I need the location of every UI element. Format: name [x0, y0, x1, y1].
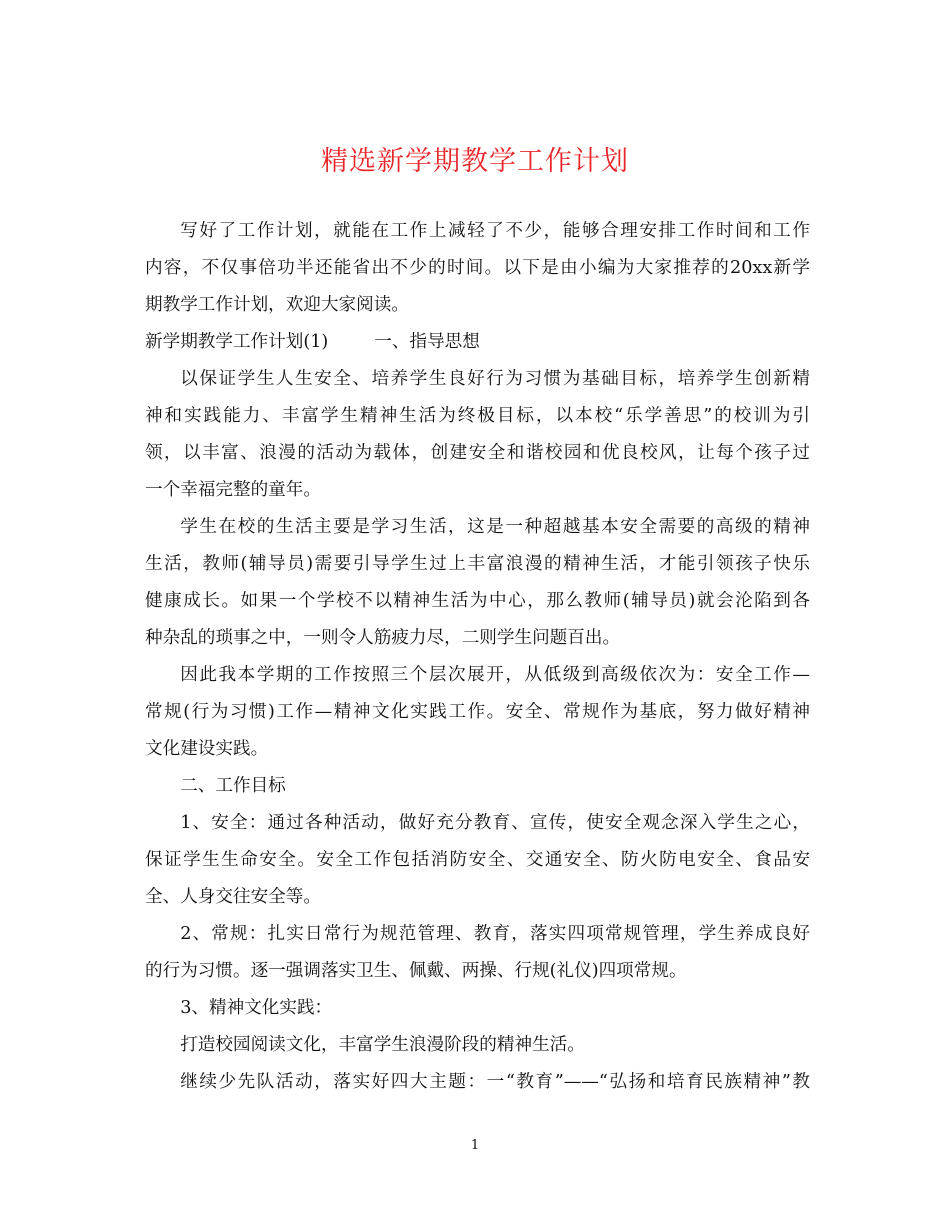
- paragraph: [145, 509, 810, 657]
- paragraph: [145, 768, 810, 805]
- text-line: 因此我本学期的工作按照三个层次展开，从低级到高级依次为：安全工作—: [180, 665, 810, 685]
- paragraph: [145, 1027, 810, 1064]
- text-line: 健康成长。如果一个学校不以精神生活为中心，那么教师(辅导员)就会沦陷到各: [145, 591, 810, 611]
- paragraph: [145, 990, 810, 1027]
- paragraph: [145, 361, 810, 509]
- document-body: [145, 213, 810, 1101]
- text-line: 内容，不仅事倍功半还能省出不少的时间。以下是由小编为大家推荐的20xx新学: [145, 258, 810, 278]
- text-line: 打造校园阅读文化，丰富学生浪漫阶段的精神生活。: [180, 1035, 585, 1055]
- document-title: 精选新学期教学工作计划: [321, 146, 629, 177]
- paragraph: [145, 916, 810, 990]
- section-heading: [145, 324, 810, 361]
- text-line: 领，以丰富、浪漫的活动为载体，创建安全和谐校园和优良校风，让每个孩子过: [145, 443, 810, 463]
- text-line: 神和实践能力、丰富学生精神生活为终极目标，以本校“乐学善思”的校训为引: [145, 406, 810, 426]
- text-line: 一个幸福完整的童年。: [145, 480, 321, 500]
- text-line: 文化建设实践。: [145, 739, 269, 759]
- text-line: 写好了工作计划，就能在工作上减轻了不少，能够合理安排工作时间和工作: [180, 221, 810, 241]
- plan-heading: 新学期教学工作计划(1): [145, 332, 329, 352]
- text-line: 2、常规：扎实日常行为规范管理、教育，落实四项常规管理，学生养成良好: [180, 924, 810, 944]
- section-title: 一、指导思想: [374, 332, 480, 352]
- text-line: 以保证学生人生安全、培养学生良好行为习惯为基础目标，培养学生创新精: [180, 369, 810, 389]
- text-line: 1、安全：通过各种活动，做好充分教育、宣传，使安全观念深入学生之心，: [180, 813, 810, 833]
- paragraph: [145, 213, 810, 324]
- paragraph: [145, 1064, 810, 1101]
- text-line: 期教学工作计划，欢迎大家阅读。: [145, 295, 409, 315]
- paragraph: [145, 805, 810, 916]
- paragraph: [145, 657, 810, 768]
- text-line: 常规(行为习惯)工作—精神文化实践工作。安全、常规作为基底，努力做好精神: [145, 702, 810, 722]
- text-line: 的行为习惯。逐一强调落实卫生、佩戴、两操、行规(礼仪)四项常规。: [145, 961, 687, 981]
- text-line: 3、精神文化实践：: [180, 998, 333, 1018]
- text-line: 保证学生生命安全。安全工作包括消防安全、交通安全、防火防电安全、食品安: [145, 850, 810, 870]
- text-line: 种杂乱的琐事之中，一则令人筋疲力尽，二则学生问题百出。: [145, 628, 621, 648]
- page-number: 1: [470, 1138, 480, 1153]
- text-line: 二、工作目标: [180, 776, 286, 796]
- text-line: 学生在校的生活主要是学习生活，这是一种超越基本安全需要的高级的精神: [180, 517, 810, 537]
- text-line: 生活，教师(辅导员)需要引导学生过上丰富浪漫的精神生活，才能引领孩子快乐: [145, 554, 810, 574]
- text-line: 全、人身交往安全等。: [145, 887, 321, 907]
- text-line: 继续少先队活动，落实好四大主题：一“教育”——“弘扬和培育民族精神”教: [180, 1072, 810, 1092]
